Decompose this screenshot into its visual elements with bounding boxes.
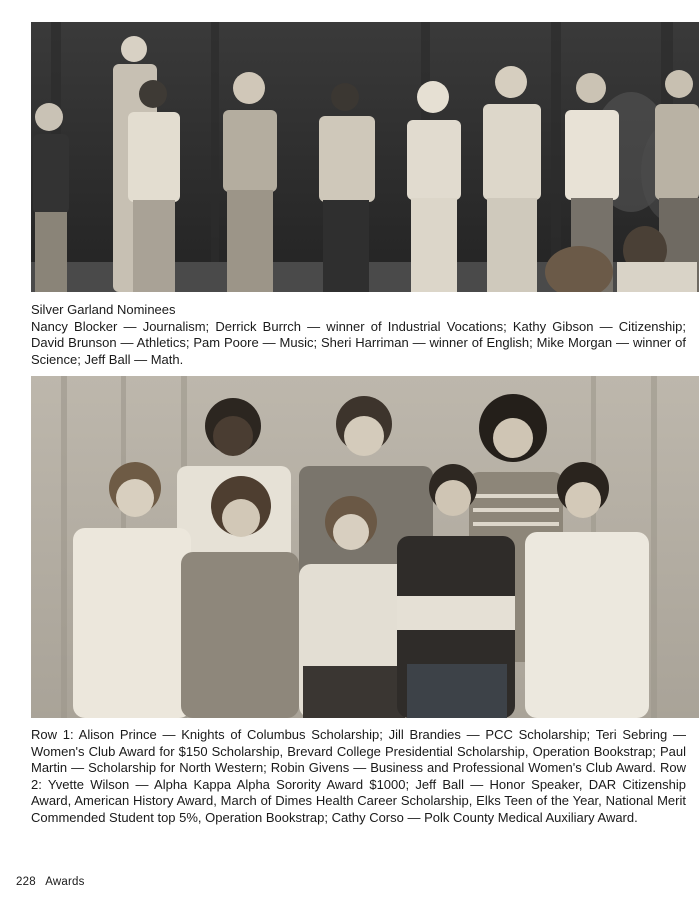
stage-group-image (31, 22, 699, 292)
caption-title: Silver Garland Nominees (31, 302, 176, 317)
silver-garland-caption (31, 302, 686, 368)
page-footer (16, 876, 85, 888)
caption-body: Row 1: Alison Prince — Knights of Columbus Scholarship; Jill Brandies — PCC Scholarship; Teri Sebring — Women's Club Award for $150 Scholarship, Brevard College Presidential Scholarship, Operation Bookstrap; Paul Martin — Scholarship for North Western; Robin Givens — Business and Professional Women's Club Award. Row 2: Yvette Wilson — Alpha Kappa Alpha Sorority Award $1000; Jeff Ball — Honor Speaker, DAR Citizenship Award, American History Award, March of Dimes Health Career Scholarship, Elks Teen of the Year, National Merit Commended Student top 5%, Operation Bookstrap; Cathy Corso — Polk County Medical Auxiliary Award. (31, 727, 686, 825)
award-recipients-caption (31, 727, 686, 826)
section-label: Awards (45, 876, 85, 888)
group-portrait-image (31, 376, 699, 718)
silver-garland-nominees-photo (31, 22, 699, 292)
award-recipients-photo (31, 376, 699, 718)
page-number: 228 (16, 876, 36, 888)
caption-body: Nancy Blocker — Journalism; Derrick Burrch — winner of Industrial Vocations; Kathy Gibson — Citizenship; David Brunson — Athletics; Pam Poore — Music; Sheri Harriman — winner of English; Mike Morgan — winner of Science; Jeff Ball — Math. (31, 318, 686, 367)
